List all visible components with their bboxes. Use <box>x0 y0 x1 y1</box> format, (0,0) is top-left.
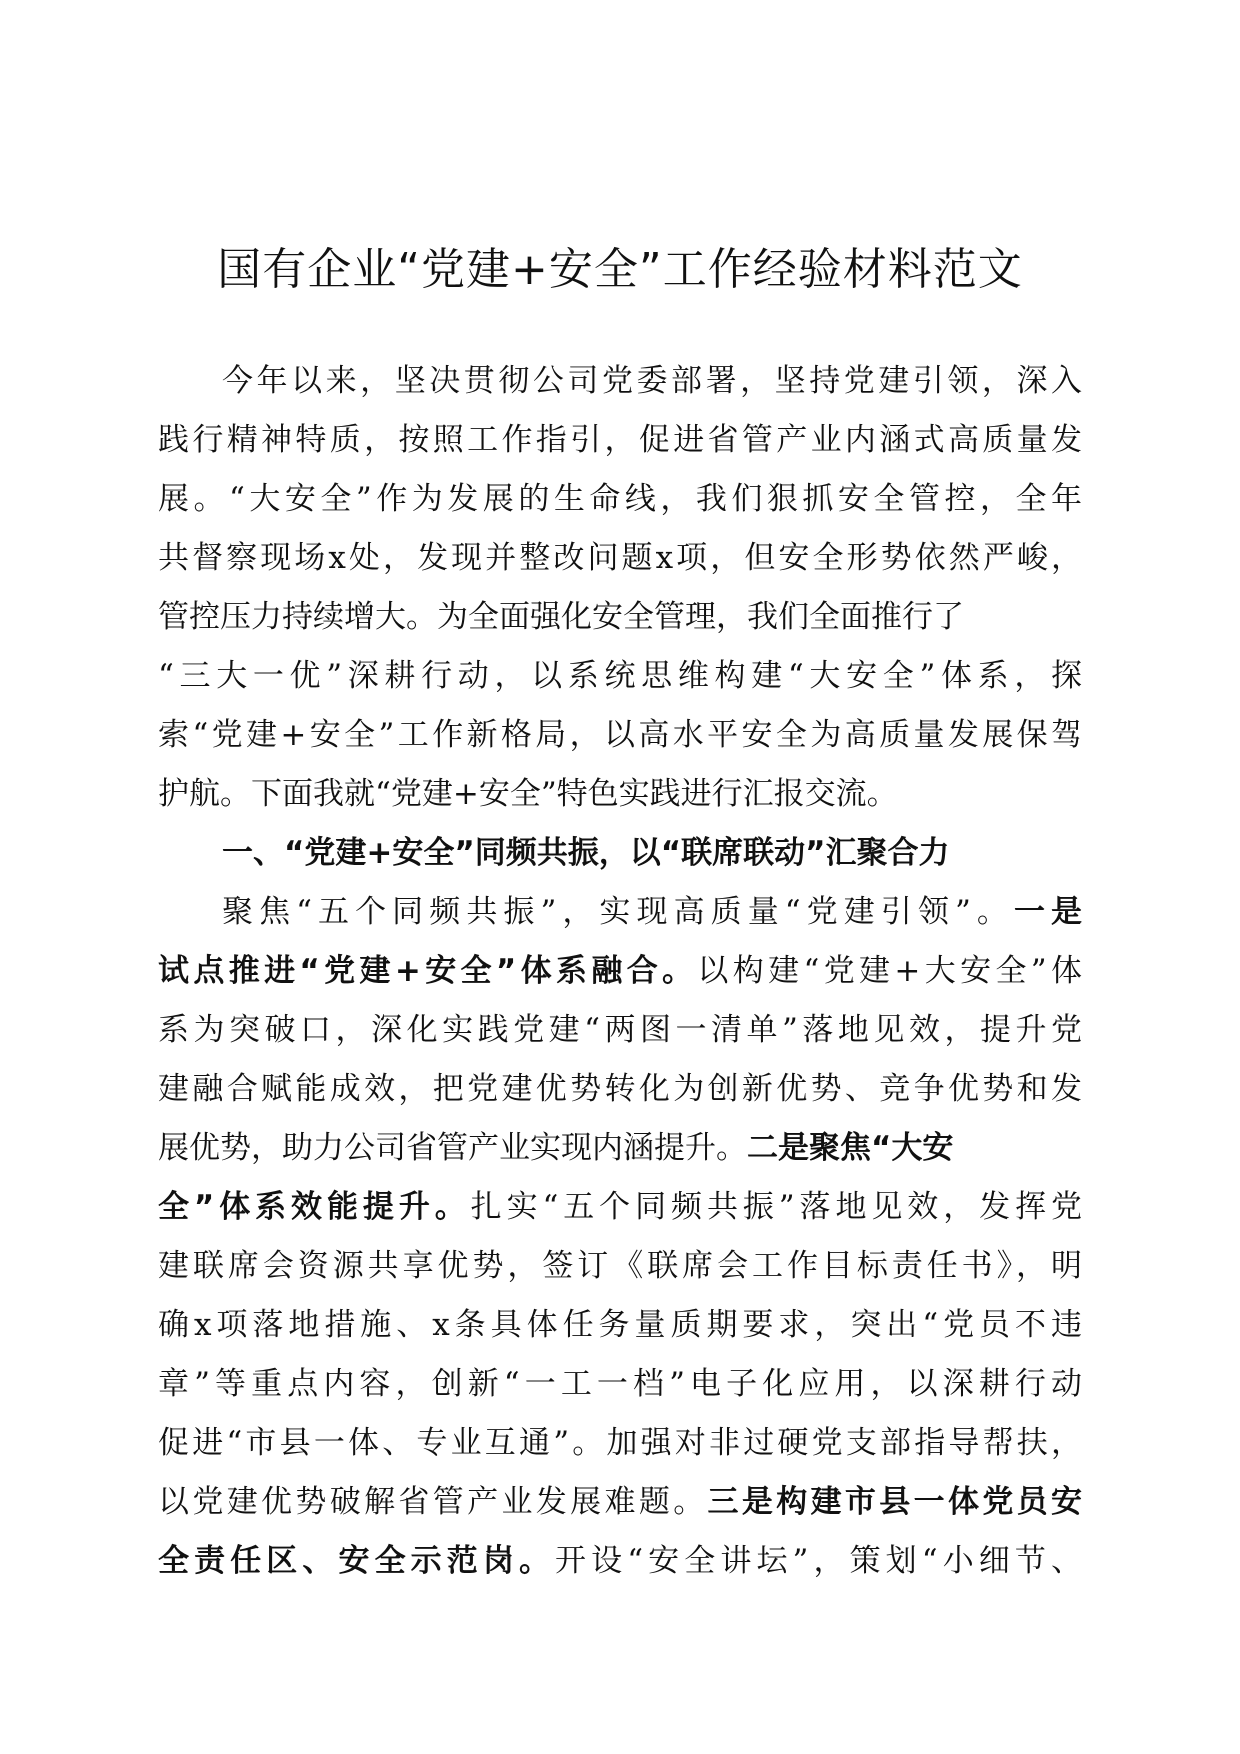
text-line: 建联席会资源共享优势，签订《联席会工作目标责任书》，明 <box>158 1248 1082 1284</box>
section-heading: 一、“党建+安全”同频共振，以“联席联动”汇聚合力 <box>222 835 950 871</box>
text-line <box>158 1178 1082 1237</box>
text-line: 今年以来，坚决贯彻公司党委部署，坚持党建引领，深入 <box>222 363 1082 399</box>
text-line <box>158 1532 1082 1591</box>
text-run: 扎实“五个同频共振”落地见效，发挥党 <box>470 1189 1082 1225</box>
emphasis-text: 全”体系效能提升。 <box>158 1189 471 1225</box>
text-run: 以构建“党建+大安全”体 <box>697 953 1083 989</box>
emphasis-text: 一是 <box>1013 894 1083 930</box>
text-line: 共督察现场x处，发现并整改问题x项，但安全形势依然严峻， <box>158 540 1082 576</box>
text-line: 系为突破口，深化实践党建“两图一清单”落地见效，提升党 <box>158 1012 1082 1048</box>
document-title: 国有企业“党建+安全”工作经验材料范文 <box>217 244 1023 295</box>
text-run: 以党建优势破解省管产业发展难题。 <box>158 1484 708 1520</box>
text-run: 开设“安全讲坛”，策划“小细节、 <box>555 1543 1083 1579</box>
text-line: 展。“大安全”作为发展的生命线，我们狠抓安全管控，全年 <box>158 481 1082 517</box>
paragraph-section-1 <box>158 883 1082 1591</box>
text-line: 践行精神特质，按照工作指引，促进省管产业内涵式高质量发 <box>158 422 1082 458</box>
text-line <box>158 1473 1082 1532</box>
emphasis-text: 三是构建市县一体党员安 <box>707 1484 1083 1520</box>
text-line: 索“党建+安全”工作新格局，以高水平安全为高质量发展保驾 <box>158 717 1082 753</box>
emphasis-text: 二是聚焦“大安 <box>747 1130 954 1166</box>
emphasis-text: 全责任区、安全示范岗。 <box>158 1543 556 1579</box>
paragraph-intro <box>158 352 1082 824</box>
text-line: 促进“市县一体、专业互通”。加强对非过硬党支部指导帮扶， <box>158 1425 1082 1461</box>
text-run: 聚焦“五个同频共振”，实现高质量“党建引领”。 <box>222 894 1014 930</box>
text-line: “三大一优”深耕行动，以系统思维构建“大安全”体系，探 <box>158 658 1082 694</box>
text-line: 章”等重点内容，创新“一工一档”电子化应用，以深耕行动 <box>158 1366 1082 1402</box>
text-line <box>158 883 1082 942</box>
text-line: 确x项落地措施、x条具体任务量质期要求，突出“党员不违 <box>158 1307 1082 1343</box>
text-line: 建融合赋能成效，把党建优势转化为创新优势、竞争优势和发 <box>158 1071 1082 1107</box>
text-line: 管控压力持续增大。为全面强化安全管理，我们全面推行了 <box>158 599 964 635</box>
text-line <box>158 1119 1082 1178</box>
text-line: 护航。下面我就“党建+安全”特色实践进行汇报交流。 <box>158 776 898 812</box>
text-line <box>158 942 1082 1001</box>
document-body <box>158 352 1082 1591</box>
text-run: 展优势，助力公司省管产业实现内涵提升。 <box>158 1130 747 1166</box>
emphasis-text: 试点推进“党建+安全”体系融合。 <box>158 953 698 989</box>
